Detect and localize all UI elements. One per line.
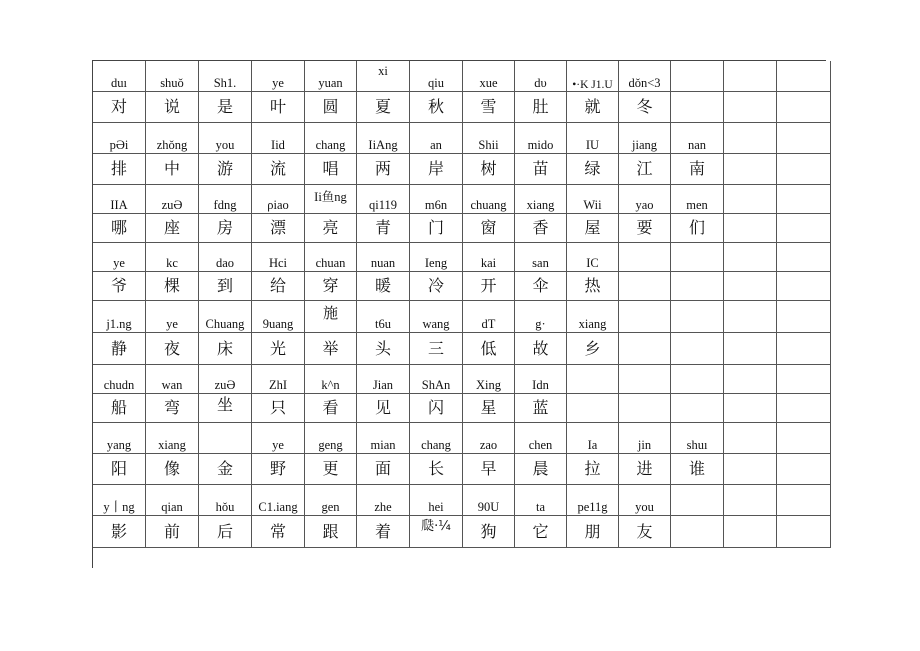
hanzi-cell: 只	[252, 394, 305, 423]
hanzi-cell: 蓝	[515, 394, 567, 423]
pinyin-cell: •·K J1.U	[567, 61, 619, 92]
hanzi-cell: 暖	[357, 272, 410, 301]
pinyin-cell: zao	[463, 423, 515, 454]
hanzi-cell	[777, 454, 831, 485]
hanzi-cell: 金	[199, 454, 252, 485]
hanzi-cell: 香	[515, 214, 567, 243]
pinyin-cell: ye	[252, 423, 305, 454]
hanzi-cell: 早	[463, 454, 515, 485]
hanzi-cell: 像	[146, 454, 199, 485]
hanzi-cell	[777, 214, 831, 243]
hanzi-cell: 头	[357, 333, 410, 365]
hanzi-cell	[671, 394, 724, 423]
hanzi-cell	[619, 394, 671, 423]
hanzi-cell: 冷	[410, 272, 463, 301]
hanzi-cell	[777, 516, 831, 548]
hanzi-cell: 对	[93, 92, 146, 123]
pinyin-cell: wang	[410, 301, 463, 333]
hanzi-cell	[724, 516, 777, 548]
hanzi-cell: 冬	[619, 92, 671, 123]
hanzi-cell: 见	[357, 394, 410, 423]
pinyin-cell: Wii	[567, 185, 619, 214]
pinyin-cell: duı	[93, 61, 146, 92]
hanzi-cell: 星	[463, 394, 515, 423]
pinyin-cell: j1.ng	[93, 301, 146, 333]
pinyin-cell: ρiao	[252, 185, 305, 214]
pinyin-cell: ShAn	[410, 365, 463, 394]
pinyin-cell: xiang	[515, 185, 567, 214]
hanzi-cell: 屋	[567, 214, 619, 243]
pinyin-cell: t6u	[357, 301, 410, 333]
hanzi-cell: 肚	[515, 92, 567, 123]
hanzi-cell: 拉	[567, 454, 619, 485]
hanzi-cell: 低	[463, 333, 515, 365]
hanzi-cell: 三	[410, 333, 463, 365]
pinyin-cell: chang	[410, 423, 463, 454]
pinyin-cell: jin	[619, 423, 671, 454]
pinyin-cell: ye	[252, 61, 305, 92]
pinyin-cell	[777, 61, 831, 92]
hanzi-cell	[619, 272, 671, 301]
hanzi-cell: 要	[619, 214, 671, 243]
hanzi-cell: 长	[410, 454, 463, 485]
hanzi-cell	[671, 272, 724, 301]
pinyin-cell	[724, 301, 777, 333]
pinyin-cell: shuı	[671, 423, 724, 454]
pinyin-cell: zhe	[357, 485, 410, 516]
pinyin-cell: 施	[305, 301, 357, 333]
hanzi-cell: 绿	[567, 154, 619, 185]
pinyin-cell: gen	[305, 485, 357, 516]
pinyin-cell: zhǒng	[146, 123, 199, 154]
pinyin-cell: ye	[146, 301, 199, 333]
pinyin-cell	[671, 243, 724, 272]
hanzi-cell	[619, 333, 671, 365]
hanzi-cell: 座	[146, 214, 199, 243]
hanzi-cell: 前	[146, 516, 199, 548]
hanzi-cell: 夜	[146, 333, 199, 365]
pinyin-cell: kai	[463, 243, 515, 272]
hanzi-cell: 闪	[410, 394, 463, 423]
hanzi-cell	[724, 454, 777, 485]
pinyin-cell	[671, 61, 724, 92]
pinyin-cell: wan	[146, 365, 199, 394]
hanzi-cell: 野	[252, 454, 305, 485]
pinyin-character-table	[92, 60, 826, 568]
pinyin-cell: qi119	[357, 185, 410, 214]
pinyin-cell: shuǒ	[146, 61, 199, 92]
hanzi-cell: 开	[463, 272, 515, 301]
hanzi-cell: 夏	[357, 92, 410, 123]
pinyin-cell	[671, 301, 724, 333]
hanzi-cell: 影	[93, 516, 146, 548]
pinyin-cell	[724, 123, 777, 154]
pinyin-cell: hǒu	[199, 485, 252, 516]
pinyin-cell: Ii鱼ng	[305, 185, 357, 214]
pinyin-cell: Ieng	[410, 243, 463, 272]
pinyin-cell: zuƏ	[199, 365, 252, 394]
pinyin-cell: m6n	[410, 185, 463, 214]
pinyin-cell: 90U	[463, 485, 515, 516]
pinyin-cell: yang	[93, 423, 146, 454]
pinyin-cell	[671, 485, 724, 516]
hanzi-cell	[724, 92, 777, 123]
pinyin-cell: qian	[146, 485, 199, 516]
hanzi-cell: 面	[357, 454, 410, 485]
pinyin-cell: Hci	[252, 243, 305, 272]
hanzi-cell: 南	[671, 154, 724, 185]
hanzi-cell: 两	[357, 154, 410, 185]
pinyin-cell: dao	[199, 243, 252, 272]
hanzi-cell: 看	[305, 394, 357, 423]
pinyin-cell	[777, 365, 831, 394]
hanzi-cell: 更	[305, 454, 357, 485]
pinyin-cell: qiu	[410, 61, 463, 92]
pinyin-cell: pƏi	[93, 123, 146, 154]
hanzi-cell: 给	[252, 272, 305, 301]
hanzi-cell	[777, 154, 831, 185]
hanzi-cell: 着	[357, 516, 410, 548]
hanzi-cell: 青	[357, 214, 410, 243]
pinyin-cell: xiang	[567, 301, 619, 333]
hanzi-cell: 门	[410, 214, 463, 243]
hanzi-cell: 唱	[305, 154, 357, 185]
pinyin-cell	[777, 185, 831, 214]
pinyin-cell: chen	[515, 423, 567, 454]
pinyin-cell: ye	[93, 243, 146, 272]
pinyin-cell: y丨ng	[93, 485, 146, 516]
hanzi-cell: 流	[252, 154, 305, 185]
pinyin-cell	[724, 185, 777, 214]
hanzi-cell: 们	[671, 214, 724, 243]
hanzi-cell: 伞	[515, 272, 567, 301]
pinyin-cell: zuƏ	[146, 185, 199, 214]
pinyin-cell: yao	[619, 185, 671, 214]
hanzi-cell: 排	[93, 154, 146, 185]
hanzi-cell: 棵	[146, 272, 199, 301]
hanzi-cell: 亮	[305, 214, 357, 243]
hanzi-cell: 阳	[93, 454, 146, 485]
pinyin-cell: xiang	[146, 423, 199, 454]
pinyin-cell	[777, 485, 831, 516]
hanzi-cell: 岸	[410, 154, 463, 185]
hanzi-cell: 雪	[463, 92, 515, 123]
pinyin-cell: san	[515, 243, 567, 272]
hanzi-cell: 常	[252, 516, 305, 548]
pinyin-cell: Chuang	[199, 301, 252, 333]
hanzi-cell: 坐	[199, 394, 252, 423]
pinyin-cell	[724, 61, 777, 92]
pinyin-cell	[567, 365, 619, 394]
pinyin-cell: Ia	[567, 423, 619, 454]
pinyin-cell: IiAng	[357, 123, 410, 154]
hanzi-cell: 船	[93, 394, 146, 423]
hanzi-cell: 哪	[93, 214, 146, 243]
pinyin-cell: hei	[410, 485, 463, 516]
hanzi-cell	[671, 333, 724, 365]
hanzi-cell: 举	[305, 333, 357, 365]
hanzi-cell: 秋	[410, 92, 463, 123]
hanzi-cell: 圆	[305, 92, 357, 123]
hanzi-cell: 晨	[515, 454, 567, 485]
hanzi-cell	[671, 92, 724, 123]
hanzi-cell: 是	[199, 92, 252, 123]
pinyin-cell: Iid	[252, 123, 305, 154]
pinyin-cell: Xing	[463, 365, 515, 394]
hanzi-cell: 窗	[463, 214, 515, 243]
hanzi-cell	[777, 272, 831, 301]
hanzi-cell: 中	[146, 154, 199, 185]
pinyin-cell: xi	[357, 61, 410, 92]
pinyin-cell: dυ	[515, 61, 567, 92]
pinyin-cell: mian	[357, 423, 410, 454]
hanzi-cell: 瓞·¼	[410, 516, 463, 548]
hanzi-cell	[724, 394, 777, 423]
pinyin-cell	[724, 485, 777, 516]
pinyin-cell: chudn	[93, 365, 146, 394]
pinyin-cell	[671, 365, 724, 394]
pinyin-cell: nan	[671, 123, 724, 154]
pinyin-cell: geng	[305, 423, 357, 454]
pinyin-cell: nuan	[357, 243, 410, 272]
pinyin-cell	[724, 365, 777, 394]
pinyin-cell: Jian	[357, 365, 410, 394]
hanzi-cell: 床	[199, 333, 252, 365]
hanzi-cell: 光	[252, 333, 305, 365]
pinyin-cell	[619, 301, 671, 333]
hanzi-cell	[777, 333, 831, 365]
hanzi-cell: 它	[515, 516, 567, 548]
pinyin-cell: mido	[515, 123, 567, 154]
hanzi-cell: 苗	[515, 154, 567, 185]
hanzi-cell: 进	[619, 454, 671, 485]
pinyin-cell: fdng	[199, 185, 252, 214]
pinyin-cell: ta	[515, 485, 567, 516]
pinyin-cell: jiang	[619, 123, 671, 154]
hanzi-cell: 江	[619, 154, 671, 185]
hanzi-cell: 叶	[252, 92, 305, 123]
hanzi-cell	[567, 394, 619, 423]
hanzi-cell: 故	[515, 333, 567, 365]
hanzi-cell: 房	[199, 214, 252, 243]
pinyin-cell: you	[199, 123, 252, 154]
pinyin-cell: IC	[567, 243, 619, 272]
hanzi-cell: 到	[199, 272, 252, 301]
pinyin-cell: ZhI	[252, 365, 305, 394]
pinyin-cell: dT	[463, 301, 515, 333]
hanzi-cell: 狗	[463, 516, 515, 548]
pinyin-cell: Idn	[515, 365, 567, 394]
pinyin-cell: you	[619, 485, 671, 516]
hanzi-cell: 穿	[305, 272, 357, 301]
hanzi-cell: 谁	[671, 454, 724, 485]
pinyin-cell: chuan	[305, 243, 357, 272]
pinyin-cell: men	[671, 185, 724, 214]
pinyin-cell: an	[410, 123, 463, 154]
hanzi-cell: 就	[567, 92, 619, 123]
pinyin-cell: k^n	[305, 365, 357, 394]
hanzi-cell: 朋	[567, 516, 619, 548]
hanzi-cell	[724, 214, 777, 243]
pinyin-cell: kc	[146, 243, 199, 272]
pinyin-cell	[199, 423, 252, 454]
pinyin-cell: IIA	[93, 185, 146, 214]
pinyin-cell: g·	[515, 301, 567, 333]
pinyin-cell	[777, 301, 831, 333]
pinyin-cell	[777, 423, 831, 454]
pinyin-cell	[619, 365, 671, 394]
hanzi-cell: 爷	[93, 272, 146, 301]
pinyin-cell: 9uang	[252, 301, 305, 333]
pinyin-cell: yuan	[305, 61, 357, 92]
hanzi-cell: 后	[199, 516, 252, 548]
hanzi-cell: 漂	[252, 214, 305, 243]
pinyin-cell: pe11g	[567, 485, 619, 516]
hanzi-cell: 友	[619, 516, 671, 548]
pinyin-cell: chuang	[463, 185, 515, 214]
pinyin-cell: Sh1.	[199, 61, 252, 92]
hanzi-cell	[724, 333, 777, 365]
hanzi-cell	[777, 92, 831, 123]
hanzi-cell: 树	[463, 154, 515, 185]
hanzi-cell	[724, 154, 777, 185]
pinyin-cell: chang	[305, 123, 357, 154]
hanzi-cell: 热	[567, 272, 619, 301]
hanzi-cell: 跟	[305, 516, 357, 548]
pinyin-cell	[724, 423, 777, 454]
hanzi-cell: 说	[146, 92, 199, 123]
hanzi-cell: 静	[93, 333, 146, 365]
hanzi-cell: 弯	[146, 394, 199, 423]
pinyin-cell	[777, 123, 831, 154]
hanzi-cell	[724, 272, 777, 301]
hanzi-cell: 乡	[567, 333, 619, 365]
pinyin-cell	[724, 243, 777, 272]
pinyin-cell	[777, 243, 831, 272]
hanzi-cell: 游	[199, 154, 252, 185]
pinyin-cell: IU	[567, 123, 619, 154]
hanzi-cell	[671, 516, 724, 548]
pinyin-cell	[619, 243, 671, 272]
pinyin-cell: dǒn<3	[619, 61, 671, 92]
pinyin-cell: C1.iang	[252, 485, 305, 516]
hanzi-cell	[777, 394, 831, 423]
pinyin-cell: Shii	[463, 123, 515, 154]
pinyin-cell: xue	[463, 61, 515, 92]
